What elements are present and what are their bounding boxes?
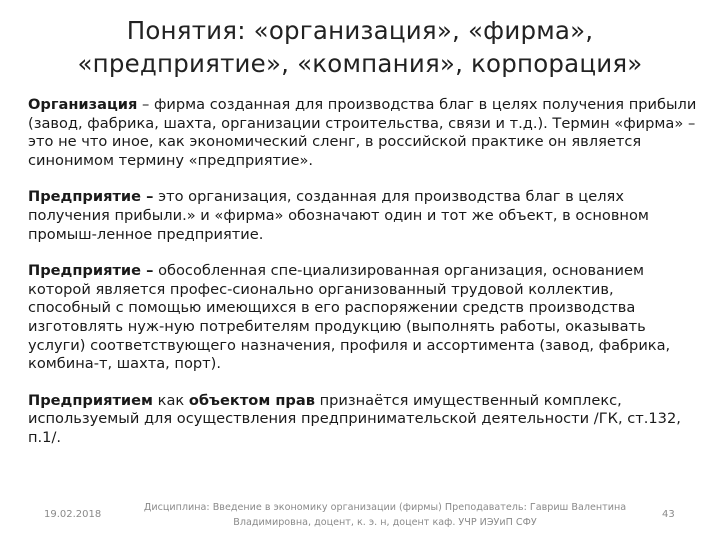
definition-enterprise-1 [28,188,698,244]
definition-organization [28,96,698,170]
slide-title-line-1: Понятия: «организация», «фирма», [126,16,594,45]
definition-enterprise-2-text: обособленная спе-циализированная организация, основанием которой является профес-сионально организованный трудовой коллектив, способный с помощью имеющихся в его распоряжении средств производства изготовлять нуж-ную потребителям продукцию (выполнять работы, оказывать услуги) соответствующего назначения, профиля и ассортимента (завод, фабрика, комбина-т, шахта, порт). [28,262,671,373]
definition-connector: как [152,391,189,409]
footer-course-info [135,500,635,530]
term-enterprise-property: Предприятием [28,391,153,409]
definition-enterprise-1-text: это организация, созданная для производства благ в целях получения прибыли.» и «фирма» обозначают один и тот же объект, в основном промыш-ленное предприятие. [28,188,649,243]
definition-enterprise-property [28,392,698,448]
slide-title [20,14,700,80]
slide-footer [0,500,720,536]
definition-enterprise-property-text: признаётся имущественный комплекс, используемый для осуществления предпринимательской деятельности /ГК, ст.132, п.1/. [28,391,681,446]
slide-body [28,96,698,448]
slide-title-line-2: «предприятие», «компания», корпорация» [77,49,643,78]
footer-date: 19.02.2018 [44,509,102,520]
definition-organization-text: – фирма созданная для производства благ в целях получения прибыли (завод, фабрика, шахта, организации строительства, связи и т.д.). Термин «фирма» – это не что иное, как экономический сленг, в российской практике он является синонимом термину «предприятие». [28,96,697,169]
term-organization: Организация [28,96,138,113]
footer-course-line-1: Дисциплина: Введение в экономику организации (фирмы) Преподаватель: Гавриш Валентина [143,502,627,513]
footer-course-line-2: Владимировна, доцент, к. э. н, доцент каф. УЧР ИЭУиП СФУ [233,517,537,528]
term-enterprise-1: Предприятие – [28,188,154,206]
term-object-of-rights: объектом прав [188,391,315,409]
term-enterprise-2: Предприятие – [28,262,154,280]
definition-enterprise-2 [28,262,698,374]
footer-page-number: 43 [662,509,675,520]
